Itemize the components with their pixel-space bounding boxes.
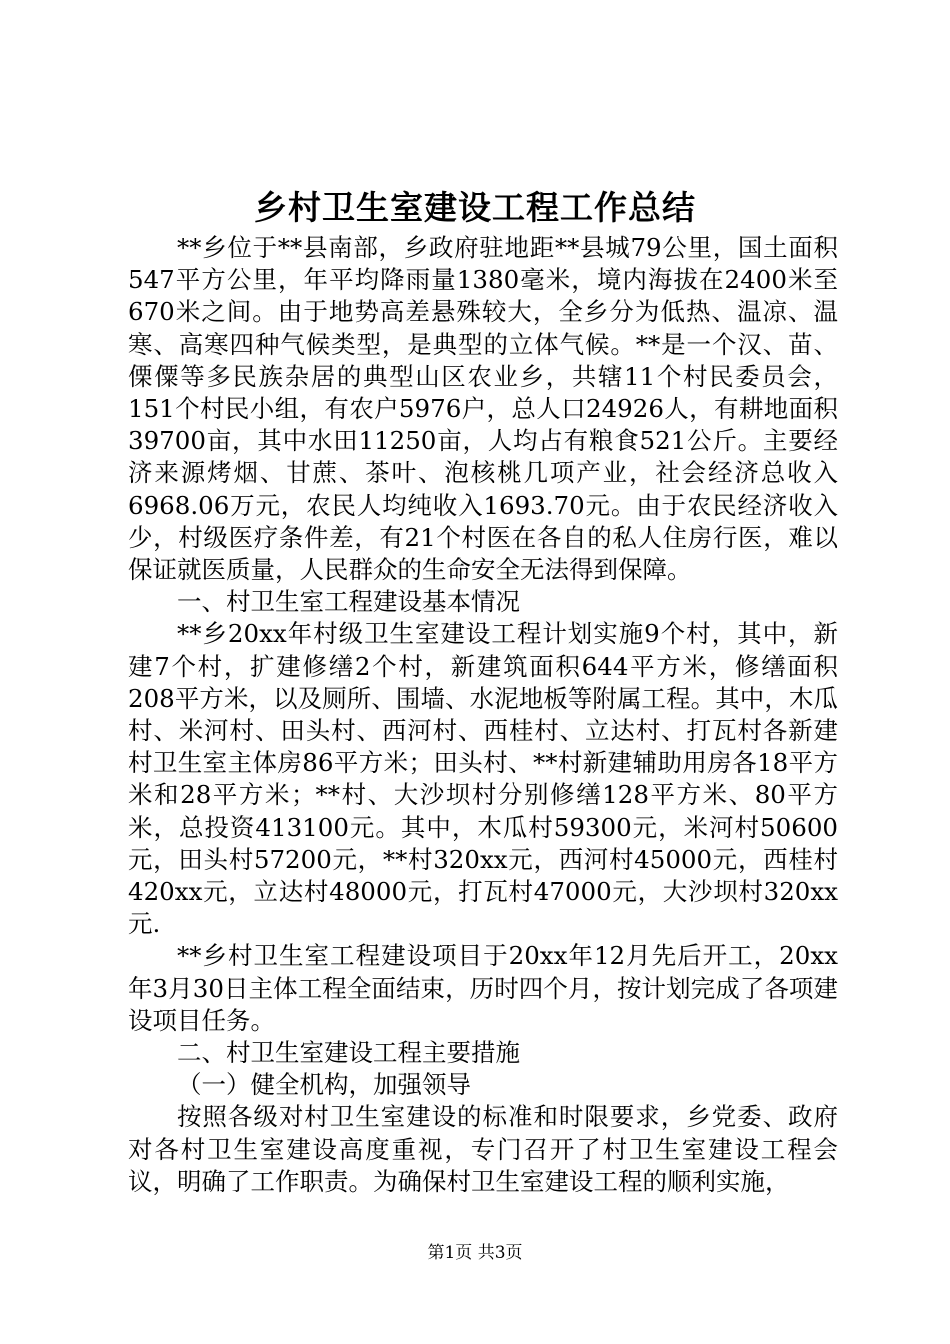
paragraph-schedule: **乡村卫生室工程建设项目于20xx年12月先后开工，20xx年3月30日主体工程全面结束，历时四个月，按计划完成了各项建设项目任务。 xyxy=(128,941,838,1035)
subsection-heading-1: （一）健全机构，加强领导 xyxy=(177,1070,471,1100)
document-body xyxy=(128,232,838,1198)
paragraph-basic-situation: **乡20xx年村级卫生室建设工程计划实施9个村，其中，新建7个村，扩建修缮2个村，新建筑面积644平方米，修缮面积208平方米，以及厕所、围墙、水泥地板等附属工程。其中，木瓜村、米河村、田头村、西河村、西桂村、立达村、打瓦村各新建村卫生室主体房86平方米；田头村、**村新建辅助用房各18平方米和28平方米；**村、大沙坝村分别修缮128平方米、80平方米，总投资413100元。其中，木瓜村59300元，米河村50600元，田头村57200元，**村320xx元，西河村45000元，西桂村420xx元，立达村48000元，打瓦村47000元，大沙坝村320xx元. xyxy=(128,619,838,939)
document-title: 乡村卫生室建设工程工作总结 xyxy=(254,188,696,227)
paragraph-intro: **乡位于**县南部，乡政府驻地距**县城79公里，国土面积547平方公里，年平均降雨量1380毫米，境内海拔在2400米至670米之间。由于地势高差悬殊较大，全乡分为低热、温凉、温寒、高寒四种气候类型，是典型的立体气候。**是一个汉、苗、傈僳等多民族杂居的典型山区农业乡，共辖11个村民委员会，151个村民小组，有农户5976户，总人口24926人，有耕地面积39700亩，其中水田11250亩，人均占有粮食521公斤。主要经济来源烤烟、甘蔗、茶叶、泡核桃几项产业，社会经济总收入6968.06万元，农民人均纯收入1693.70元。由于农民经济收入少，村级医疗条件差，有21个村医在各自的私人住房行医，难以保证就医质量，人民群众的生命安全无法得到保障。 xyxy=(128,233,838,585)
page-number-footer: 第1页 共3页 xyxy=(427,1243,523,1263)
paragraph-measures: 按照各级对村卫生室建设的标准和时限要求，乡党委、政府对各村卫生室建设高度重视，专门召开了村卫生室建设工程会议，明确了工作职责。为确保村卫生室建设工程的顺利实施， xyxy=(128,1102,838,1196)
section-heading-1: 一、村卫生室工程建设基本情况 xyxy=(177,587,520,617)
section-heading-2: 二、村卫生室建设工程主要措施 xyxy=(177,1038,520,1068)
